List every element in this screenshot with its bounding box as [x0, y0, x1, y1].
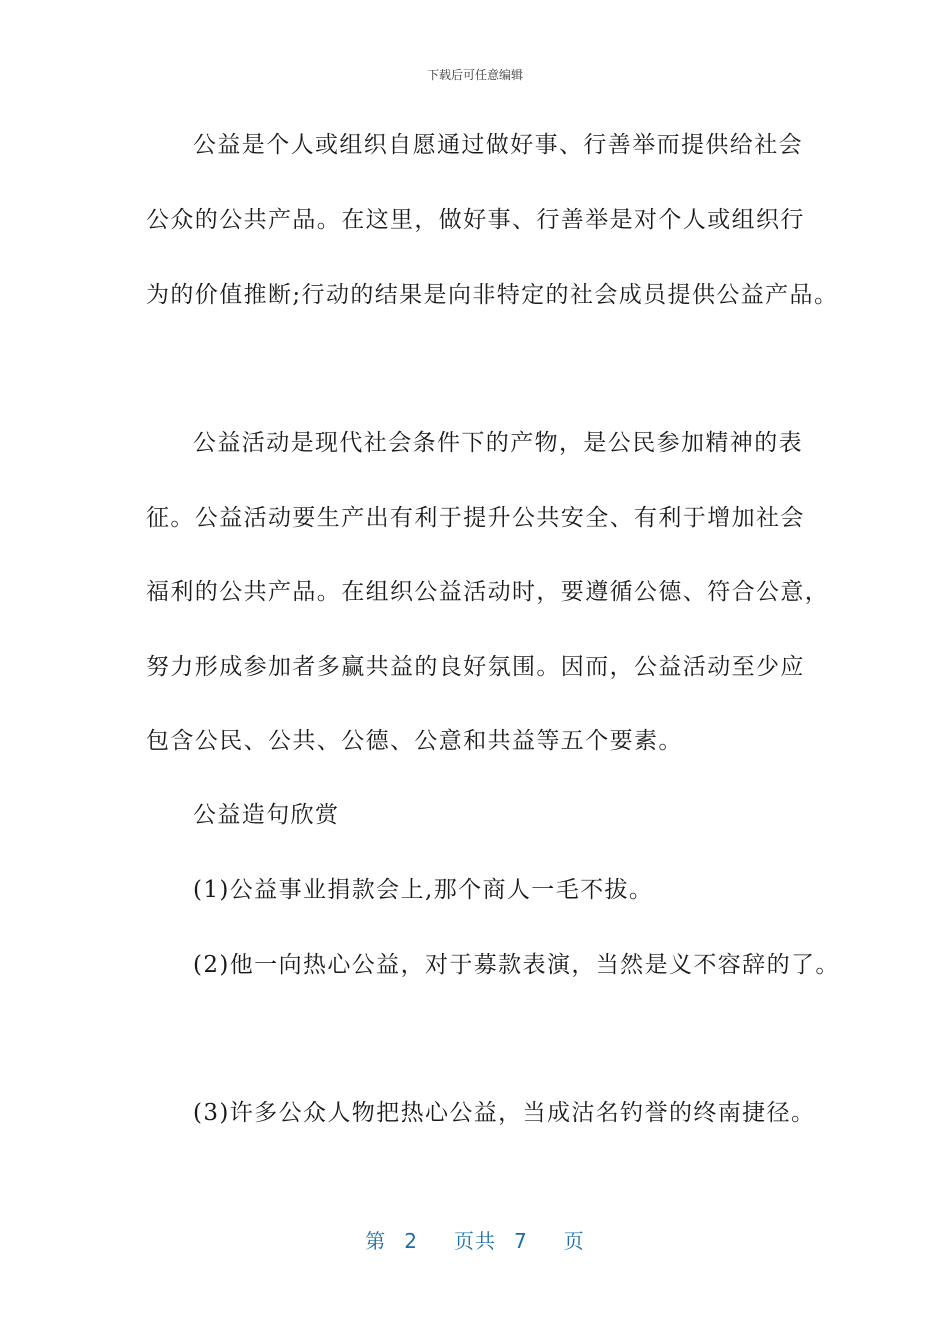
page-number: 2 — [404, 1229, 418, 1253]
paragraph-2-line-4: 努力形成参加者多赢共益的良好氛围。因而，公益活动至少应 — [146, 654, 805, 680]
paragraph-1-line-1: 公益是个人或组织自愿通过做好事、行善举而提供给社会 — [193, 132, 803, 158]
page-indicator — [0, 1225, 950, 1254]
page-label-middle: 页共 — [454, 1229, 496, 1253]
example-sentence-1: (1)公益事业捐款会上,那个商人一毛不拔。 — [193, 877, 654, 903]
paragraph-1-line-2: 公众的公共产品。在这里，做好事、行善举是对个人或组织行 — [146, 207, 805, 233]
page-label-prefix: 第 — [365, 1229, 387, 1253]
paragraph-2-line-1: 公益活动是现代社会条件下的产物，是公民参加精神的表 — [193, 430, 803, 456]
header-note: 下载后可任意编辑 — [426, 68, 523, 82]
paragraph-2-line-2: 征。公益活动要生产出有利于提升公共安全、有利于增加社会 — [146, 505, 805, 531]
total-pages: 7 — [514, 1229, 528, 1253]
example-sentence-2: (2)他一向热心公益，对于募款表演，当然是义不容辞的了。 — [193, 952, 840, 978]
paragraph-2-line-5: 包含公民、公共、公德、公意和共益等五个要素。 — [146, 728, 683, 754]
section-heading: 公益造句欣赏 — [193, 802, 340, 828]
page-label-suffix: 页 — [563, 1229, 585, 1253]
example-sentence-3: (3)许多公众人物把热心公益，当成沽名钓誉的终南捷径。 — [193, 1100, 816, 1126]
paragraph-2-line-3: 福利的公共产品。在组织公益活动时，要遵循公德、符合公意， — [146, 579, 830, 605]
paragraph-1-line-3: 为的价值推断;行动的结果是向非特定的社会成员提供公益产品。 — [146, 282, 839, 308]
